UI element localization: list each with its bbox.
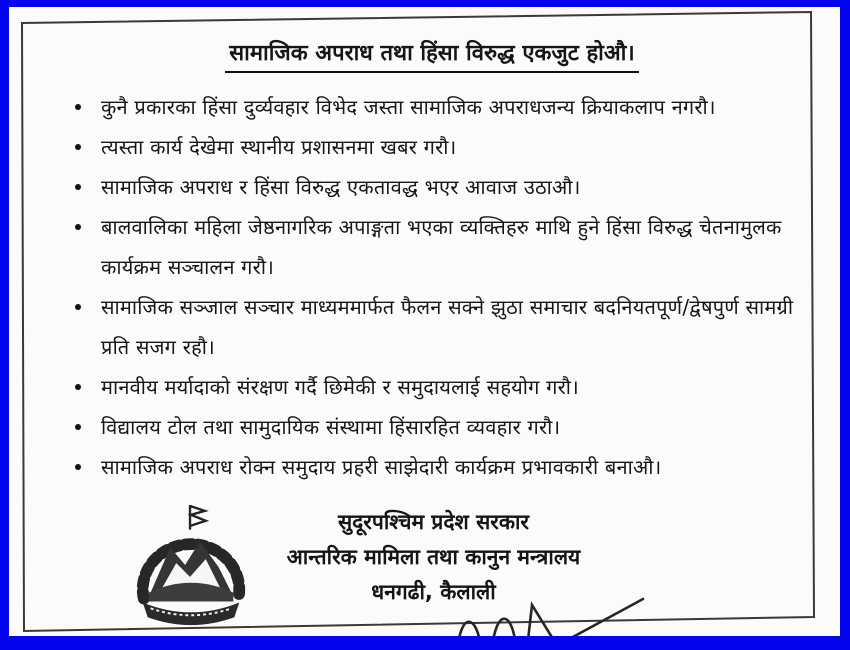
list-item [61, 127, 803, 167]
bullet-text: विद्यालय टोल तथा सामुदायिक संस्थामा हिंसारहित व्यवहार गरौ। [101, 415, 561, 439]
bullet-text: बालवालिका महिला जेष्ठनागरिक अपाङ्गता भएका व्यक्तिहरु माथि हुने हिंसा विरुद्ध चेतनामुलक कार्यक्रम सञ्चालन गरौ। [101, 215, 782, 279]
bullet-icon [75, 104, 81, 110]
bullet-icon [75, 144, 81, 150]
list-item [61, 207, 803, 287]
page-title: सामाजिक अपराध तथा हिंसा विरुद्ध एकजुट होऔ। [225, 37, 638, 73]
list-item [61, 407, 803, 447]
list-item [61, 447, 803, 487]
bullet-icon [75, 224, 81, 230]
footer-block [18, 505, 840, 610]
footer-government-name: सुदूरपश्चिम प्रदेश सरकार [337, 510, 530, 534]
list-item [61, 287, 803, 367]
bullet-text: सामाजिक अपराध र हिंसा विरुद्ध एकतावद्ध भएर आवाज उठाऔ। [101, 175, 581, 199]
bullet-list [61, 87, 803, 487]
bullet-icon [75, 184, 81, 190]
notice-content [61, 37, 803, 487]
bullet-icon [75, 424, 81, 430]
bullet-text: कुनै प्रकारका हिंसा दुर्व्यवहार विभेद जस्ता सामाजिक अपराधजन्य क्रियाकलाप नगरौ। [101, 95, 716, 119]
bullet-text: सामाजिक सञ्जाल सञ्चार माध्यममार्फत फैलन सक्ने झुठा समाचार बदनियतपूर्ण/द्वेषपुर्ण सामग्री प्रति सजग रहौ। [101, 295, 794, 359]
bullet-icon [75, 464, 81, 470]
list-item [61, 87, 803, 127]
scanned-notice-page [9, 7, 840, 636]
bullet-text: सामाजिक अपराध रोक्न समुदाय प्रहरी साझेदारी कार्यक्रम प्रभावकारी बनाऔ। [101, 455, 662, 479]
bullet-icon [75, 304, 81, 310]
footer-location: धनगढी, कैलाली [371, 580, 496, 604]
list-item [61, 367, 803, 407]
footer-ministry-name: आन्तरिक मामिला तथा कानुन मन्त्रालय [286, 545, 581, 569]
list-item [61, 167, 803, 207]
bullet-text: त्यस्ता कार्य देखेमा स्थानीय प्रशासनमा खबर गरौ। [101, 135, 457, 159]
bullet-icon [75, 384, 81, 390]
bullet-text: मानवीय मर्यादाको संरक्षण गर्दै छिमेकी र समुदायलाई सहयोग गरौ। [101, 375, 579, 399]
